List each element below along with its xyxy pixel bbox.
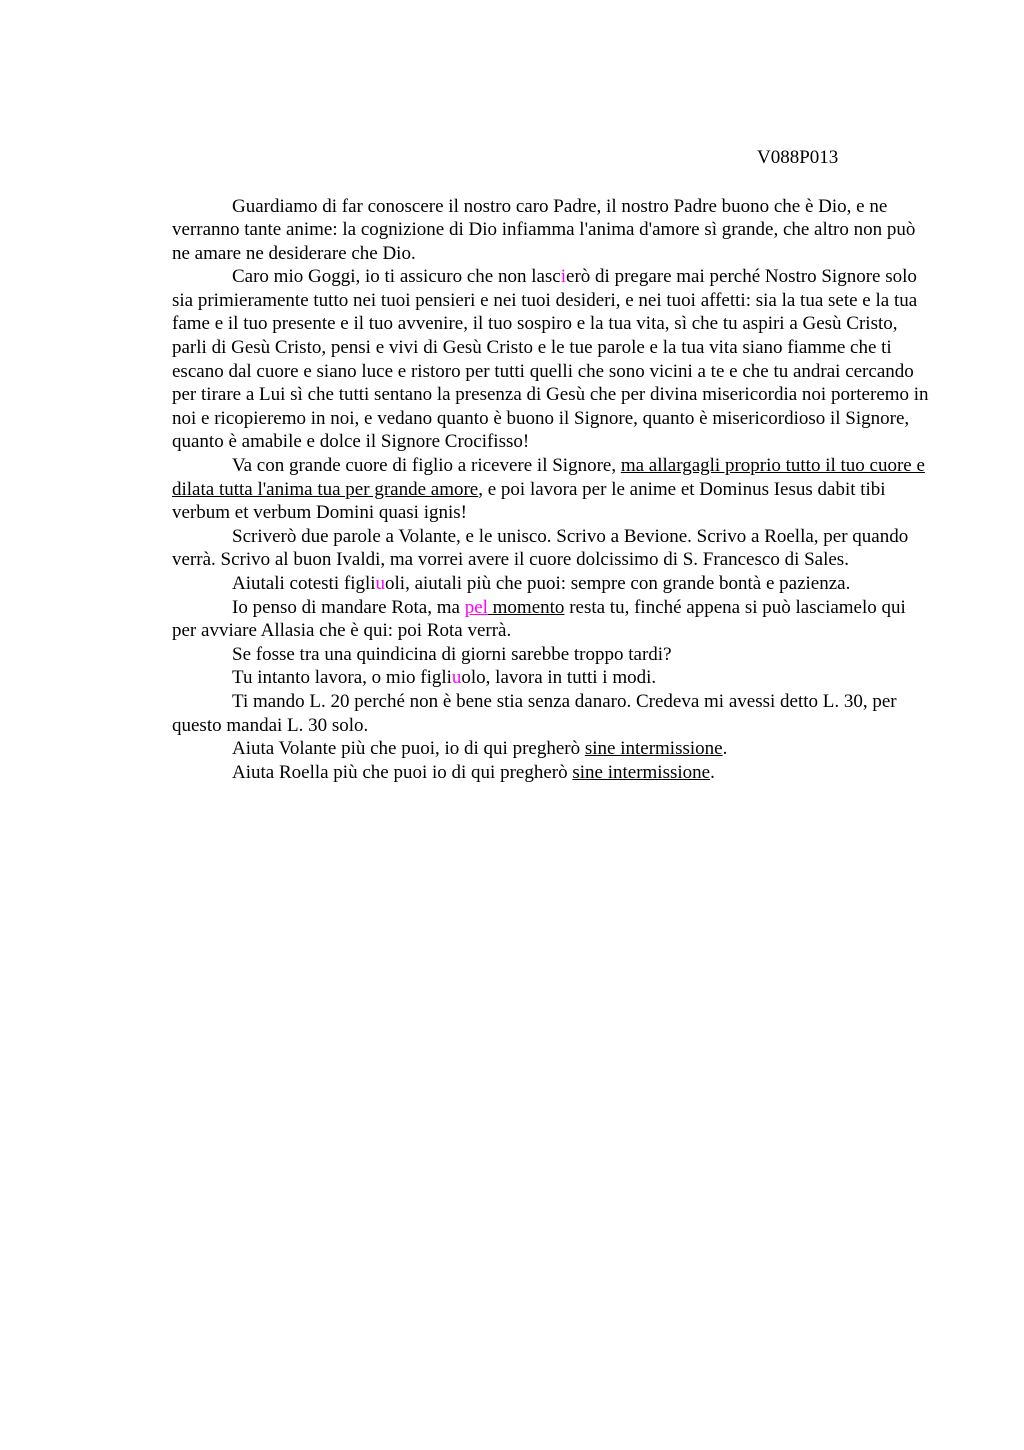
paragraph: [172, 761, 932, 785]
text-run: Ti mando L. 20 perché non è bene stia senza danaro. Credeva mi avessi detto L. 30, per questo mandai L. 30 solo.: [172, 690, 897, 736]
letter-body: [172, 195, 932, 785]
text-run: Aiuta Volante più che puoi, io di qui pregherò: [232, 738, 585, 760]
page-code: V088P013: [757, 147, 839, 168]
paragraph: [172, 195, 932, 266]
text-run: Io penso di mandare Rota, ma: [232, 596, 465, 618]
styled-text-run: ma allargagli proprio tutto il tuo cuore e dilata tutta l'anima tua per grande amore: [172, 455, 925, 500]
paragraph: [172, 454, 932, 525]
text-run: Se fosse tra una quindicina di giorni sarebbe troppo tardi?: [232, 643, 672, 665]
paragraph: [172, 596, 932, 643]
text-run: .: [722, 738, 728, 760]
text-run: , e poi lavora per le anime et Dominus Iesus dabit tibi verbum et verbum Domini quasi ignis!: [172, 478, 886, 524]
paragraph: [172, 690, 932, 737]
text-run: Guardiamo di far conoscere il nostro caro Padre, il nostro Padre buono che è Dio, e ne verranno tante anime: la cognizione di Dio infiamma l'anima d'amore sì grande, che altro non può ne amare ne desiderare che Dio.: [172, 195, 916, 264]
text-run: Va con grande cuore di figlio a ricevere il Signore,: [232, 455, 621, 477]
paragraph: [172, 265, 932, 454]
paragraph: [172, 666, 932, 690]
paragraph: [172, 572, 932, 596]
text-run: Caro mio Goggi, io ti assicuro che non lasc: [232, 266, 561, 288]
text-run: olo, lavora in tutti i modi.: [461, 667, 657, 689]
styled-text-run: pel: [464, 596, 488, 618]
text-run: erò di pregare mai perché Nostro Signore solo sia primieramente tutto nei tuoi pensieri e nei tuoi desideri, e nei tuoi affetti: sia la tua sete e la tua fame e il tuo presente e il tuo avvenire, il tuo sospiro e la tua vita, sì che tu aspiri a Gesù Cristo, parli di Gesù Cristo, pensi e vivi di Gesù Cristo e le tue parole e la tua vita siano fiamme che ti escano dal cuore e siano luce e ristoro per tutti quelli che sono vicini a te e che tu andrai cercando per tirare a Lui sì che tutti sentano la presenza di Gesù che per divina misericordia noi porteremo in noi e ricopieremo in noi, e vedano quanto è buono il Signore, quanto è misericordioso il Signore, quanto è amabile e dolce il Signore Crocifisso!: [172, 266, 929, 453]
paragraph: [172, 525, 932, 572]
styled-text-run: u: [451, 667, 462, 689]
text-run: Aiuta Roella più che puoi io di qui pregherò: [232, 761, 573, 783]
text-run: oli, aiutali più che puoi: sempre con grande bontà e pazienza.: [385, 573, 851, 594]
text-run: Tu intanto lavora, o mio figli: [232, 667, 452, 689]
text-run: .: [710, 761, 715, 783]
styled-text-run: sine intermissione: [572, 761, 711, 783]
styled-text-run: u: [375, 573, 386, 594]
text-run: resta tu, finché appena si può lasciamelo qui per avviare Allasia che è qui: poi Rota verrà.: [172, 596, 906, 642]
styled-text-run: i: [560, 266, 567, 288]
text-run: Aiutali cotesti figli: [232, 573, 376, 594]
paragraph: [172, 737, 932, 761]
styled-text-run: momento: [492, 596, 565, 618]
styled-text-run: sine intermissione: [584, 738, 723, 760]
paragraph: [172, 643, 932, 667]
text-run: Scriverò due parole a Volante, e le unisco. Scrivo a Bevione. Scrivo a Roella, per quando verrà. Scrivo al buon Ivaldi, ma vorrei avere il cuore dolcissimo di S. Francesco di Sales.: [172, 525, 909, 571]
